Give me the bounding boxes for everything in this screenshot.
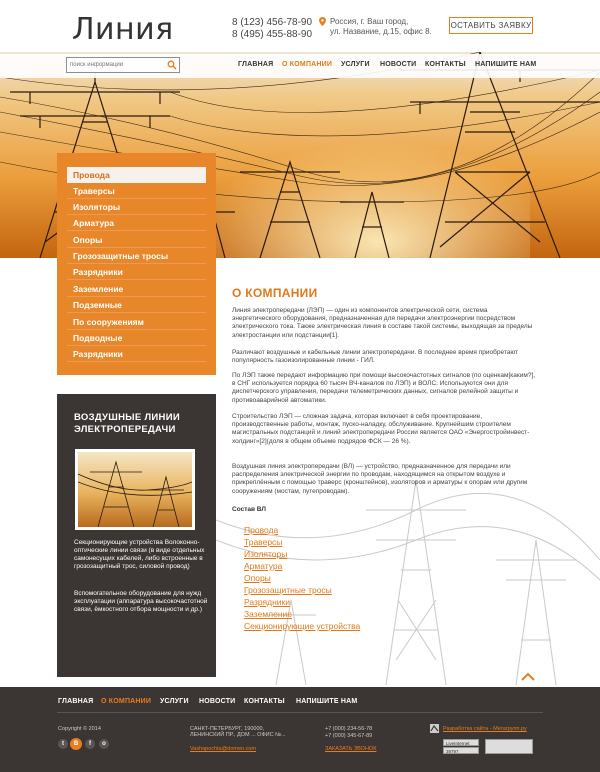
category-item[interactable]: Опоры <box>67 232 206 248</box>
nav-home[interactable]: ГЛАВНАЯ <box>238 61 274 68</box>
nav-news[interactable]: НОВОСТИ <box>380 61 417 68</box>
panel-image[interactable] <box>75 449 195 530</box>
composition-link[interactable]: Провода <box>244 525 279 535</box>
nav-write-us[interactable]: НАПИШИТЕ НАМ <box>475 61 537 68</box>
panel-text-2: Вспомогательное оборудование для нужд эксплуатации (аппаратура высокочастотной связи, ёмкостного отбора мощности и др.) <box>74 590 208 613</box>
footer-nav-services[interactable]: УСЛУГИ <box>160 698 189 705</box>
category-item[interactable]: Подземные <box>67 297 206 313</box>
blog-icon[interactable]: B <box>70 738 82 750</box>
footer-nav-about[interactable]: О КОМПАНИИ <box>101 698 152 705</box>
category-menu <box>57 153 216 375</box>
footer-nav-news[interactable]: НОВОСТИ <box>199 698 236 705</box>
panel-title: ВОЗДУШНЫЕ ЛИНИИ ЭЛЕКТРОПЕРЕДАЧИ <box>74 412 180 435</box>
counter-badge-3[interactable] <box>485 739 533 754</box>
category-item[interactable]: Провода <box>67 167 206 183</box>
paragraph-3: По ЛЭП также передают информацию при помощи высокочастотных сигналов (по оценкам[каким?], в СНГ используется порядка 60 тысяч ВЧ-каналов по ЛЭП) и ВОЛС. Используются они для диспетчерского управления, передачи телеметрических данных, сигналов релейной защиты и противоаварийной автоматики. <box>232 372 536 404</box>
twitter-icon[interactable]: t <box>58 739 68 749</box>
footer-tel-1[interactable]: +7 (000) 234-56-78 <box>325 726 373 732</box>
paragraph-2: Различают воздушные и кабельные линии электропередачи. В последнее время приобретают популярность газоизолированные линии - ГИЛ. <box>232 349 519 365</box>
composition-link[interactable]: Опоры <box>244 573 271 583</box>
category-item[interactable]: Разрядники <box>67 346 206 362</box>
footer-nav-contacts[interactable]: КОНТАКТЫ <box>244 698 285 705</box>
copyright: Copyright © 2014 <box>58 726 101 732</box>
order-button[interactable]: ОСТАВИТЬ ЗАЯВКУ <box>449 17 533 34</box>
location-pin-icon <box>319 17 326 26</box>
pylons-thumbnail <box>78 452 192 527</box>
footer-address-1: САНКТ-ПЕТЕРБУРГ, 190000, <box>190 726 265 732</box>
composition-heading: Состав ВЛ <box>232 506 266 513</box>
composition-link[interactable]: Секционирующие устройства <box>244 621 361 631</box>
callback-link[interactable]: ЗАКАЗАТЬ ЗВОНОК <box>325 746 377 752</box>
nav-services[interactable]: УСЛУГИ <box>341 61 370 68</box>
composition-link[interactable]: Заземление <box>244 609 292 619</box>
footer-nav-home[interactable]: ГЛАВНАЯ <box>58 698 94 705</box>
overhead-lines-panel <box>57 394 216 677</box>
page-title: О КОМПАНИИ <box>232 286 318 300</box>
category-item[interactable]: По сооружениям <box>67 314 206 330</box>
nav-about[interactable]: О КОМПАНИИ <box>282 61 333 68</box>
composition-link[interactable]: Арматура <box>244 561 283 571</box>
developer-logo-icon <box>430 724 439 733</box>
paragraph-4: Строительство ЛЭП — сложная задача, которая включает в себя проектирование, производственные работы, монтаж, пуско-наладку, обслуживание. Крупнейшим строителем магистральных подстанций и линий электропередачи России является ОАО «Энергостройинвест-холдинг»[2](доля в общем объеме подрядов ФСК — 26 %). <box>232 413 530 445</box>
footer-divider <box>57 712 543 713</box>
composition-link[interactable]: Изоляторы <box>244 549 288 559</box>
phone-2[interactable]: 8 (495) 455-88-90 <box>232 29 313 40</box>
paragraph-1: Линия электропередачи (ЛЭП) — один из компонентов электрической сети, система энергетического оборудования, предназначенная для передачи электроэнергии посредством электрического тока. Также электрическая линия в составе такой системы, выходящая за пределы электростанции или подстанции[1]. <box>232 307 533 339</box>
search-input[interactable] <box>70 59 162 71</box>
search-box <box>66 57 180 73</box>
nav-contacts[interactable]: КОНТАКТЫ <box>425 61 466 68</box>
phone-1[interactable]: 8 (123) 456-78-90 <box>232 17 313 28</box>
footer-tel-2[interactable]: +7 (000) 345-67-89 <box>325 733 373 739</box>
category-item[interactable]: Заземление <box>67 281 206 297</box>
composition-link[interactable]: Грозозащитные тросы <box>244 585 332 595</box>
category-item[interactable]: Разрядники <box>67 264 206 280</box>
address-line-1: Россия, г. Ваш город, <box>330 17 409 26</box>
footer-email[interactable]: Vashapochta@domen.com <box>190 746 257 752</box>
category-item[interactable]: Грозозащитные тросы <box>67 248 206 264</box>
counter-badge-2[interactable]: 39797 <box>443 747 479 754</box>
developer-link[interactable]: Разработка сайта - Мегагрупп.ру <box>443 726 527 732</box>
category-item[interactable]: Траверсы <box>67 183 206 199</box>
header-phones <box>232 17 312 41</box>
category-item[interactable]: Арматура <box>67 215 206 231</box>
search-icon[interactable] <box>167 60 177 70</box>
site-logo[interactable]: Линия <box>72 12 174 47</box>
panel-text-1: Секционирующие устройства Волоконно-оптические линии связи (в виде отдельных самонесущих кабелей, либо встроенные в грозозащитный трос, силовой провод) <box>74 539 205 570</box>
address-line-2: ул. Название, д.15, офис 8. <box>330 27 432 36</box>
facebook-icon[interactable]: f <box>85 739 95 749</box>
odnoklassniki-icon[interactable]: o <box>99 739 109 749</box>
composition-link[interactable]: Разрядники <box>244 597 291 607</box>
footer-address-2: ЛЕНИНСКИЙ ПР., ДОМ ... ОФИС №... <box>190 732 286 738</box>
footer-nav-write-us[interactable]: НАПИШИТЕ НАМ <box>296 698 358 705</box>
header-address <box>330 17 432 37</box>
counter-badge-1[interactable]: LiveInternet <box>443 739 479 746</box>
paragraph-5: Воздушная линия электропередачи (ВЛ) — устройство, предназначенное для передачи или распределения электрической энергии по проводам, находящимся на открытом воздухе и прикреплённым с помощью траверс (кронштейнов), изоляторов и арматуры к опорам или другим сооружениям (мостам, путепроводам). <box>232 463 528 495</box>
composition-link[interactable]: Траверсы <box>244 537 283 547</box>
category-item[interactable]: Изоляторы <box>67 199 206 215</box>
category-item[interactable]: Подводные <box>67 330 206 346</box>
scroll-up-icon[interactable] <box>521 672 535 681</box>
